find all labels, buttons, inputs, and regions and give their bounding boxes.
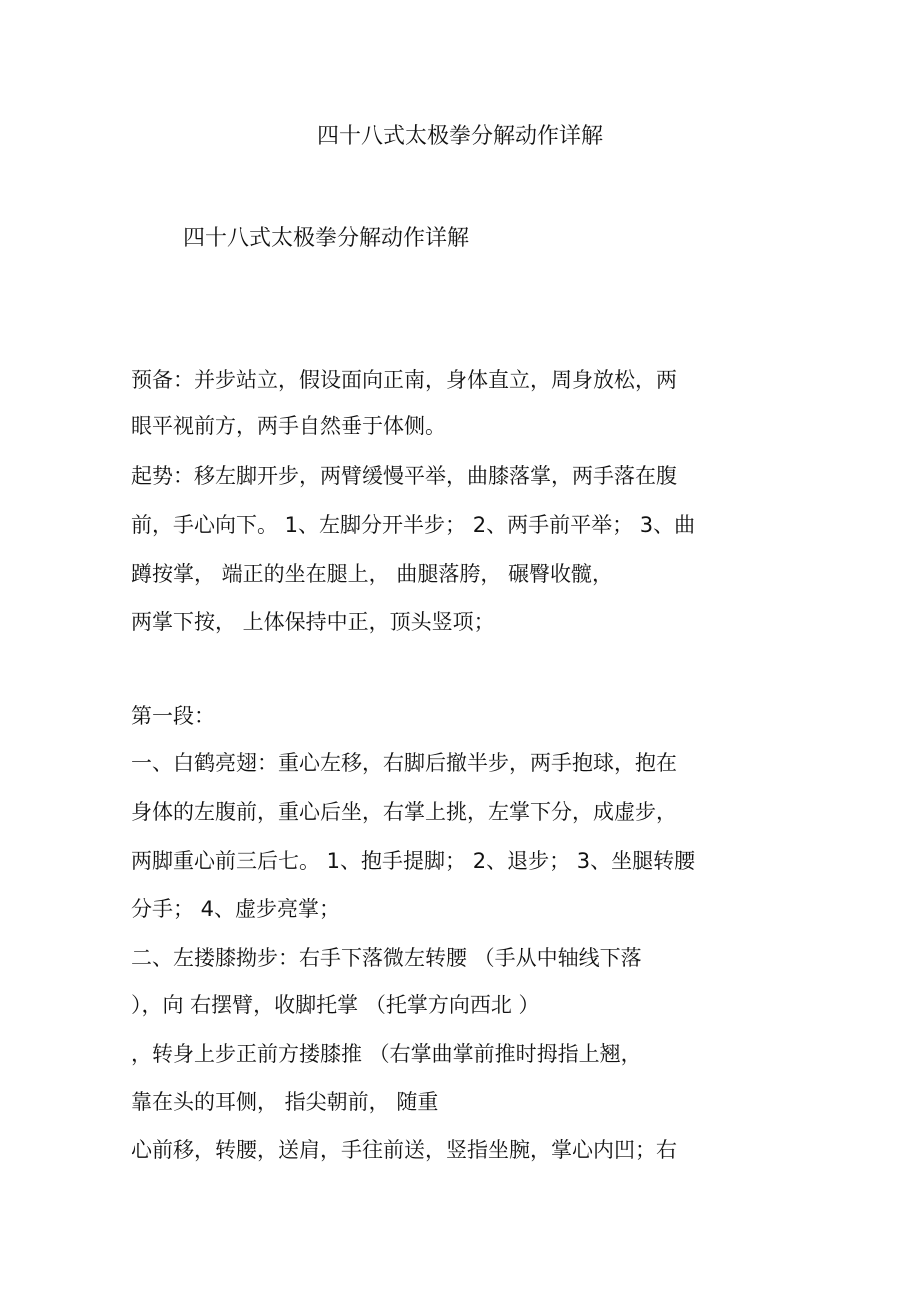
text-line: ），向 右摆臂，收脚托掌 （托掌方向西北 ） [131, 993, 540, 1017]
document-title: 四十八式太极拳分解动作详解 [316, 124, 603, 149]
text-line: 前，手心向下。 1、左脚分开半步； 2、两手前平举； 3、曲 [131, 513, 696, 537]
text-line: 分手； 4、虚步亮掌； [131, 897, 341, 921]
text-line: 起势：移左脚开步，两臂缓慢平举，曲膝落掌，两手落在腹 [131, 464, 677, 488]
document-subtitle: 四十八式太极拳分解动作详解 [183, 226, 470, 251]
text-line: 靠在头的耳侧， 指尖朝前， 随重 [131, 1090, 439, 1114]
text-line: 心前移，转腰，送肩，手往前送，竖指坐腕，掌心内凹；右 [131, 1138, 677, 1162]
section-heading: 第一段： [131, 704, 215, 728]
text-line: 一、白鹤亮翅：重心左移，右脚后撤半步，两手抱球，抱在 [131, 751, 677, 775]
text-line: 蹲按掌， 端正的坐在腿上， 曲腿落胯， 碾臀收髋， [131, 562, 614, 586]
text-line: 眼平视前方，两手自然垂于体侧。 [131, 414, 446, 438]
text-line: 两掌下按， 上体保持中正，顶头竖项； [131, 610, 495, 634]
text-line: 身体的左腹前，重心后坐，右掌上挑，左掌下分，成虚步， [131, 800, 677, 824]
text-line: 预备：并步站立，假设面向正南，身体直立，周身放松，两 [131, 368, 677, 392]
text-line: ，转身上步正前方搂膝推 （右掌曲掌前推时拇指上翘， [131, 1042, 642, 1066]
text-line: 二、左搂膝拗步：右手下落微左转腰 （手从中轴线下落 [131, 946, 642, 970]
text-line: 两脚重心前三后七。 1、抱手提脚； 2、退步； 3、坐腿转腰 [131, 849, 696, 873]
